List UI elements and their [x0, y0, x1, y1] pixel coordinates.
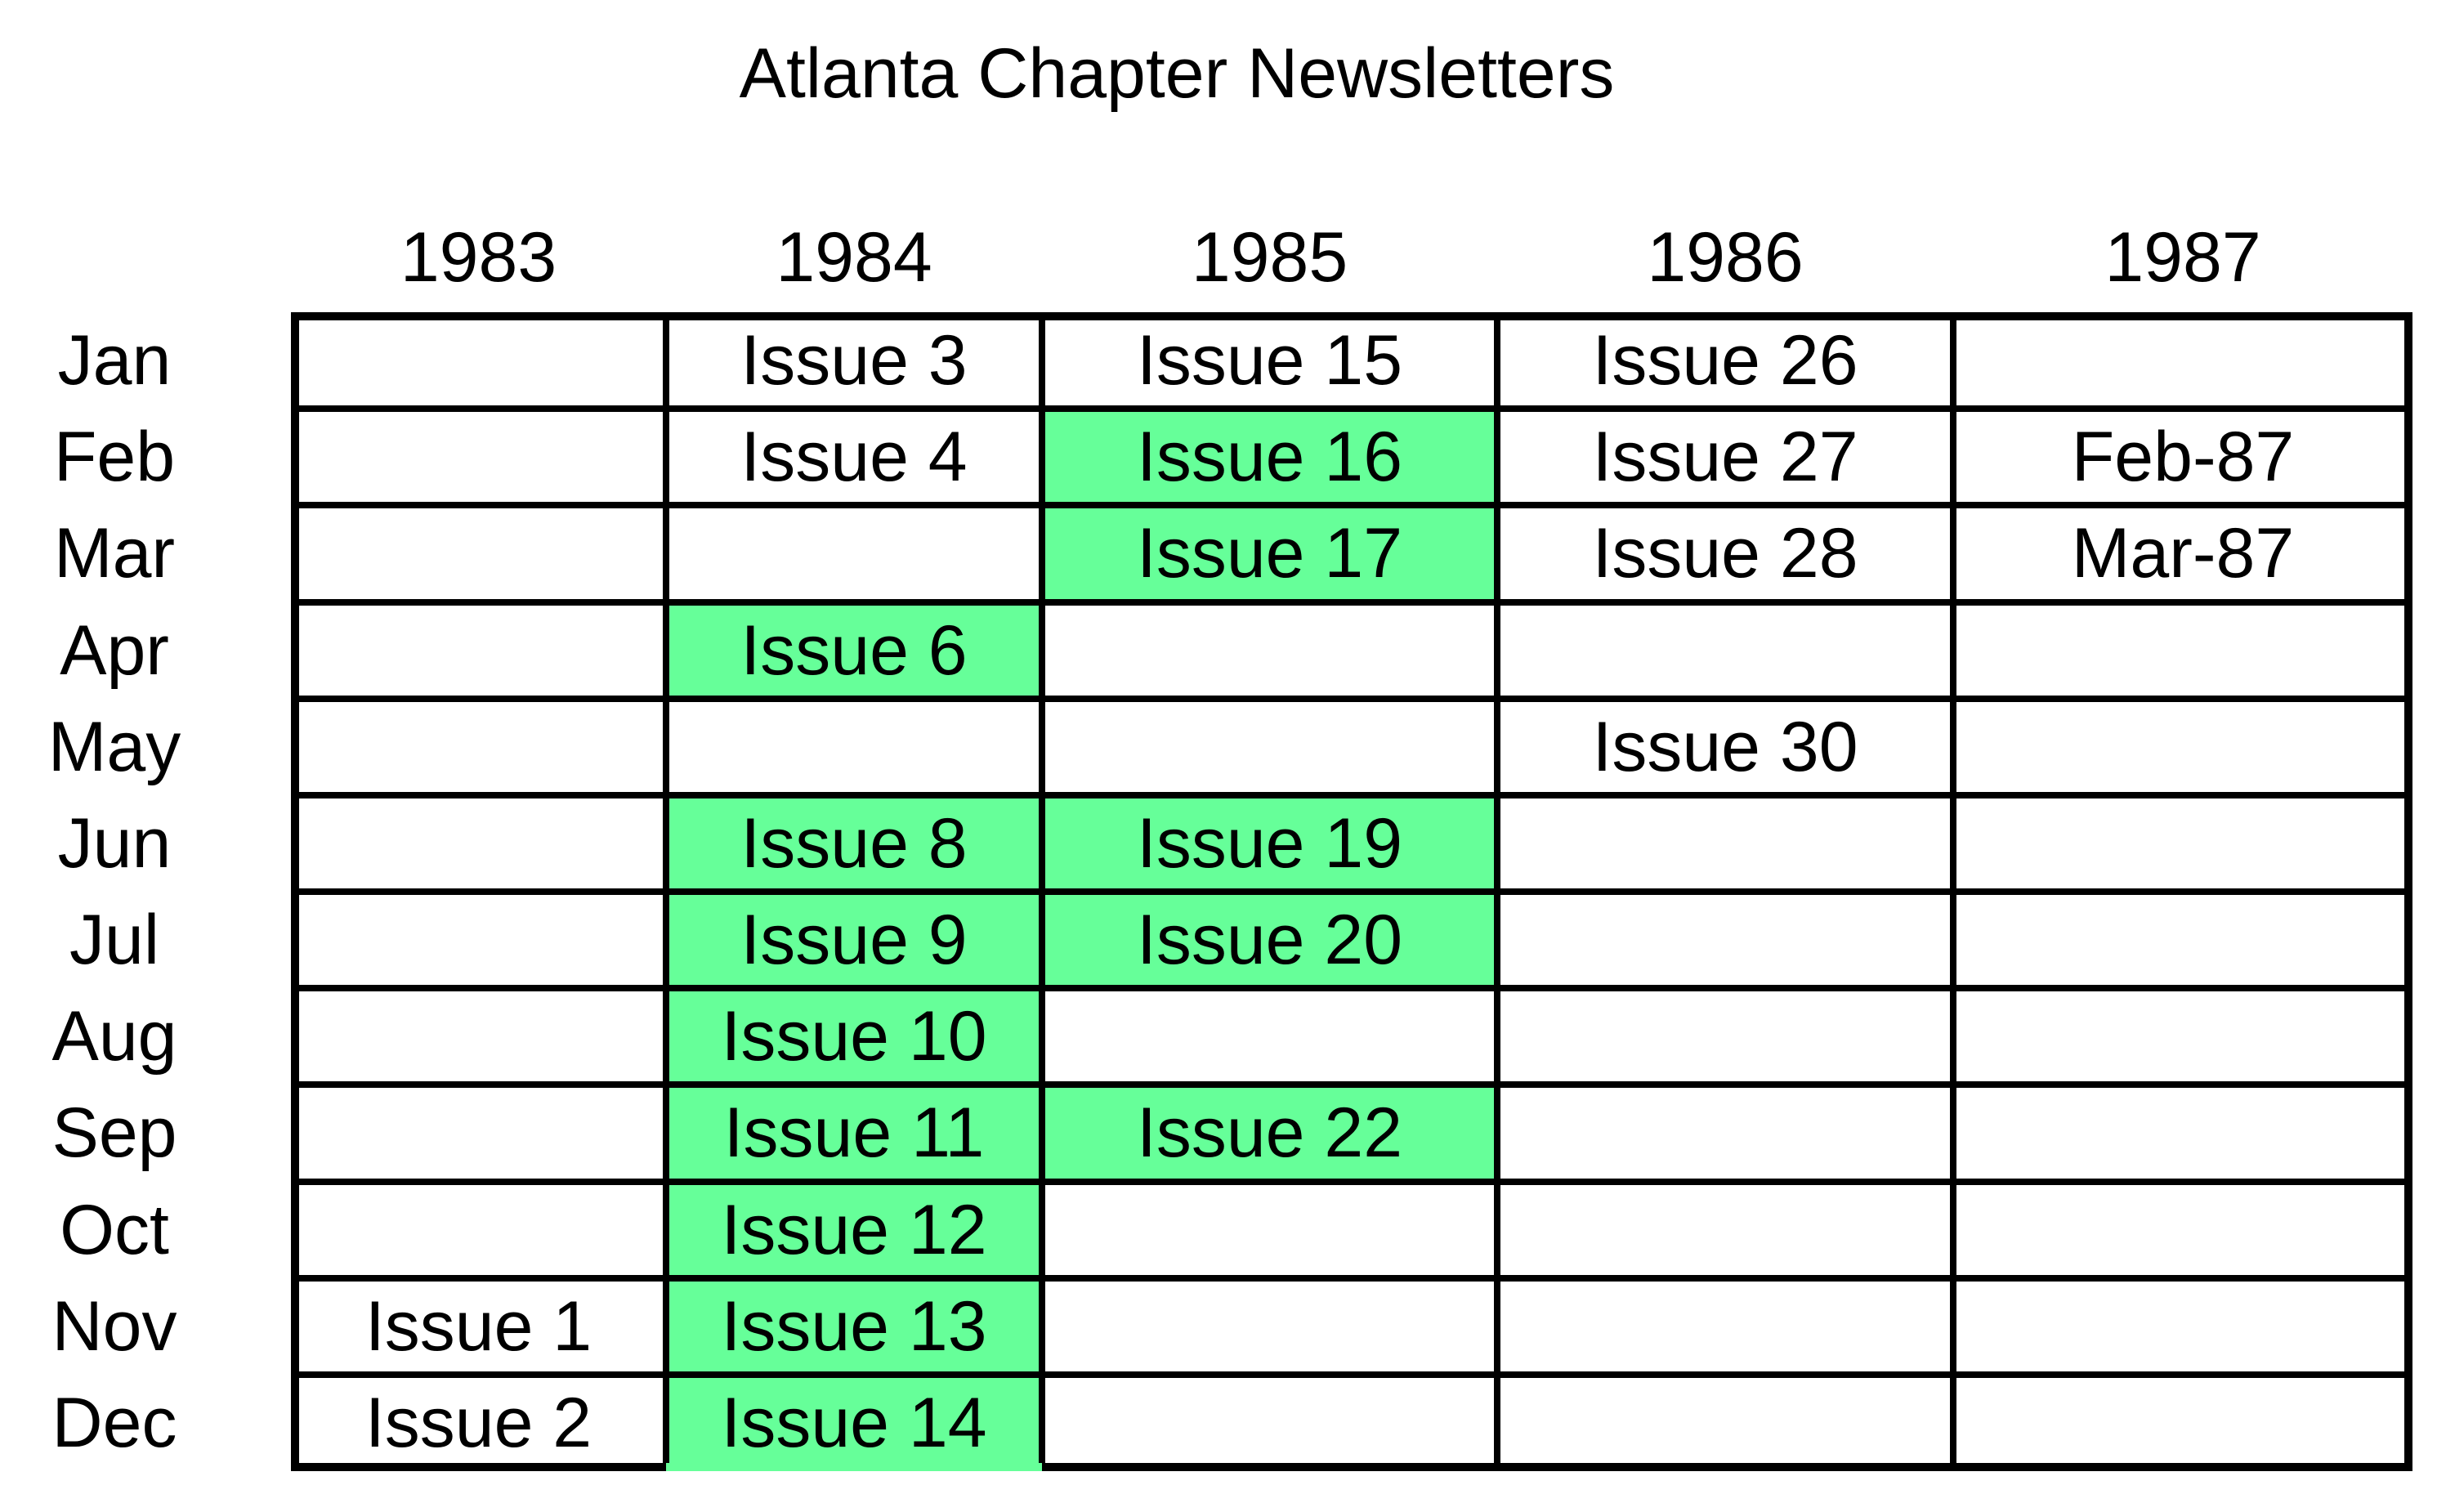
table-cell-oct-1984: Issue 12 — [666, 1182, 1042, 1278]
table-cell-jan-1983 — [291, 312, 666, 409]
month-label-jan: Jan — [57, 321, 172, 400]
month-label-feb: Feb — [53, 418, 176, 497]
month-label-mar: Mar — [53, 514, 176, 593]
newsletter-table — [291, 312, 2412, 1471]
table-cell-sep-1986 — [1497, 1085, 1953, 1181]
table-cell-jun-1986 — [1497, 795, 1953, 892]
chart-title: Atlanta Chapter Newsletters — [739, 34, 1615, 113]
month-label-jun: Jun — [57, 803, 172, 883]
month-label-nov: Nov — [51, 1286, 177, 1366]
table-cell-dec-1987 — [1953, 1375, 2412, 1471]
table-cell-feb-1987: Feb-87 — [2071, 418, 2295, 497]
row-divider — [299, 1275, 2404, 1282]
table-cell-dec-1986 — [1497, 1375, 1953, 1471]
table-cell-jun-1985: Issue 19 — [1042, 795, 1497, 892]
row-divider — [299, 599, 2404, 606]
table-cell-aug-1984: Issue 10 — [666, 988, 1042, 1085]
table-cell-nov-1983: Issue 1 — [364, 1286, 592, 1366]
table-cell-may-1984 — [666, 699, 1042, 795]
table-cell-oct-1986 — [1497, 1182, 1953, 1278]
table-cell-nov-1984: Issue 13 — [666, 1278, 1042, 1375]
table-cell-jan-1986: Issue 26 — [1592, 321, 1858, 400]
row-divider — [299, 1179, 2404, 1185]
table-cell-jul-1986 — [1497, 892, 1953, 988]
table-cell-jul-1984: Issue 9 — [666, 892, 1042, 988]
table-cell-sep-1987 — [1953, 1085, 2412, 1181]
table-cell-nov-1985 — [1042, 1278, 1497, 1375]
table-cell-sep-1984: Issue 11 — [666, 1085, 1042, 1181]
month-label-may: May — [47, 707, 181, 786]
row-divider — [299, 1081, 2404, 1088]
month-label-jul: Jul — [69, 901, 159, 979]
table-cell-aug-1983 — [291, 988, 666, 1085]
month-label-aug: Aug — [51, 997, 177, 1076]
table-cell-oct-1983 — [291, 1182, 666, 1278]
table-cell-may-1983 — [291, 699, 666, 795]
table-cell-apr-1985 — [1042, 602, 1497, 699]
year-header-1984: 1984 — [776, 218, 932, 297]
table-cell-jan-1985: Issue 15 — [1136, 321, 1403, 400]
year-header-1986: 1986 — [1647, 218, 1804, 297]
table-cell-jul-1987 — [1953, 892, 2412, 988]
table-cell-sep-1983 — [291, 1085, 666, 1181]
table-cell-aug-1986 — [1497, 988, 1953, 1085]
year-header-1983: 1983 — [400, 218, 557, 297]
table-cell-mar-1984 — [666, 505, 1042, 602]
month-label-sep: Sep — [51, 1094, 177, 1173]
table-cell-nov-1987 — [1953, 1278, 2412, 1375]
month-label-oct: Oct — [60, 1190, 169, 1269]
table-cell-jul-1985: Issue 20 — [1042, 892, 1497, 988]
table-cell-jul-1983 — [291, 892, 666, 988]
table-cell-apr-1984: Issue 6 — [666, 602, 1042, 699]
row-divider — [299, 792, 2404, 798]
table-cell-mar-1985: Issue 17 — [1042, 505, 1497, 602]
table-cell-feb-1985: Issue 16 — [1042, 409, 1497, 505]
row-divider — [299, 985, 2404, 991]
table-cell-jan-1987 — [1953, 312, 2412, 409]
row-divider — [299, 888, 2404, 895]
year-header-1987: 1987 — [2104, 218, 2261, 297]
table-cell-may-1987 — [1953, 699, 2412, 795]
table-cell-apr-1987 — [1953, 602, 2412, 699]
table-cell-jan-1984: Issue 3 — [740, 321, 968, 400]
table-cell-mar-1986: Issue 28 — [1592, 514, 1858, 593]
table-cell-feb-1984: Issue 4 — [740, 418, 968, 497]
table-cell-oct-1985 — [1042, 1182, 1497, 1278]
table-cell-dec-1983: Issue 2 — [364, 1383, 592, 1462]
year-header-1985: 1985 — [1191, 218, 1348, 297]
table-cell-may-1986: Issue 30 — [1592, 707, 1858, 786]
table-cell-dec-1984: Issue 14 — [666, 1375, 1042, 1471]
table-cell-jun-1987 — [1953, 795, 2412, 892]
table-cell-jun-1984: Issue 8 — [666, 795, 1042, 892]
row-divider — [299, 696, 2404, 702]
table-cell-apr-1983 — [291, 602, 666, 699]
table-cell-aug-1987 — [1953, 988, 2412, 1085]
table-cell-feb-1986: Issue 27 — [1592, 418, 1858, 497]
table-cell-jun-1983 — [291, 795, 666, 892]
table-cell-feb-1983 — [291, 409, 666, 505]
row-divider — [299, 405, 2404, 412]
row-divider — [299, 1371, 2404, 1378]
table-cell-aug-1985 — [1042, 988, 1497, 1085]
table-cell-nov-1986 — [1497, 1278, 1953, 1375]
row-divider — [299, 502, 2404, 508]
table-cell-sep-1985: Issue 22 — [1042, 1085, 1497, 1181]
table-cell-apr-1986 — [1497, 602, 1953, 699]
table-cell-dec-1985 — [1042, 1375, 1497, 1471]
month-label-dec: Dec — [51, 1383, 177, 1462]
table-cell-may-1985 — [1042, 699, 1497, 795]
table-cell-mar-1987: Mar-87 — [2071, 514, 2295, 593]
table-cell-mar-1983 — [291, 505, 666, 602]
month-label-apr: Apr — [60, 611, 169, 690]
table-cell-oct-1987 — [1953, 1182, 2412, 1278]
